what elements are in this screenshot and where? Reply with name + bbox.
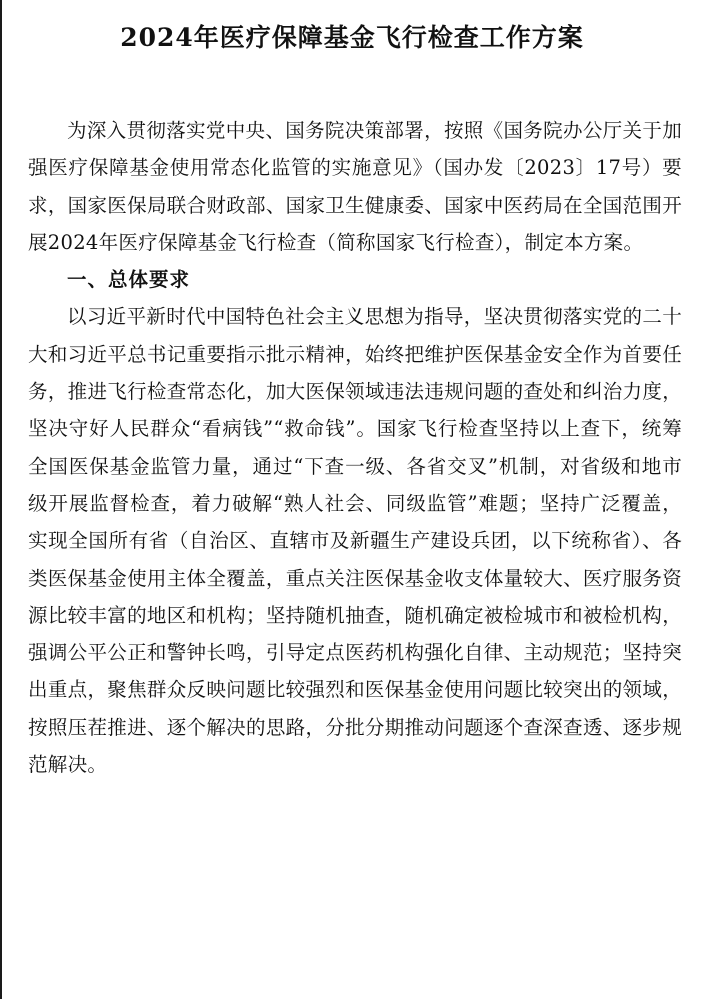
section-paragraph: 以习近平新时代中国特色社会主义思想为指导，坚决贯彻落实党的二十大和习近平总书记重要指示批示精神，始终把维护医保基金安全作为首要任务，推进飞行检查常态化，加大医保领域违法违规问题的查处和纠治力度，坚决守好人民群众“看病钱”“救命钱”。国家飞行检查坚持以上查下，统筹全国医保基金监管力量，通过“下查一级、各省交叉”机制，对省级和地市级开展监督检查，着力破解“熟人社会、同级监管”难题；坚持广泛覆盖，实现全国所有省（自治区、直辖市及新疆生产建设兵团，以下统称省）、各类医保基金使用主体全覆盖，重点关注医保基金收支体量较大、医疗服务资源比较丰富的地区和机构；坚持随机抽查，随机确定被检城市和被检机构，强调公平公正和警钟长鸣，引导定点医药机构强化自律、主动规范；坚持突出重点，聚焦群众反映问题比较强烈和医保基金使用问题比较突出的领域，按照压茬推进、逐个解决的思路，分批分期推动问题逐个查深查透、逐步规范解决。 (28, 305, 682, 777)
page-left-border (0, 0, 2, 999)
intro-paragraph: 为深入贯彻落实党中央、国务院决策部署，按照《国务院办公厅关于加强医疗保障基金使用常态化监管的实施意见》（国办发〔2023〕17号）要求，国家医保局联合财政部、国家卫生健康委、国家中医药局在全国范围开展2024年医疗保障基金飞行检查（简称国家飞行检查），制定本方案。 (28, 119, 682, 254)
document-body (28, 112, 682, 783)
document-title: 2024年医疗保障基金飞行检查工作方案 (120, 23, 584, 52)
section-heading: 一、总体要求 (67, 268, 191, 292)
